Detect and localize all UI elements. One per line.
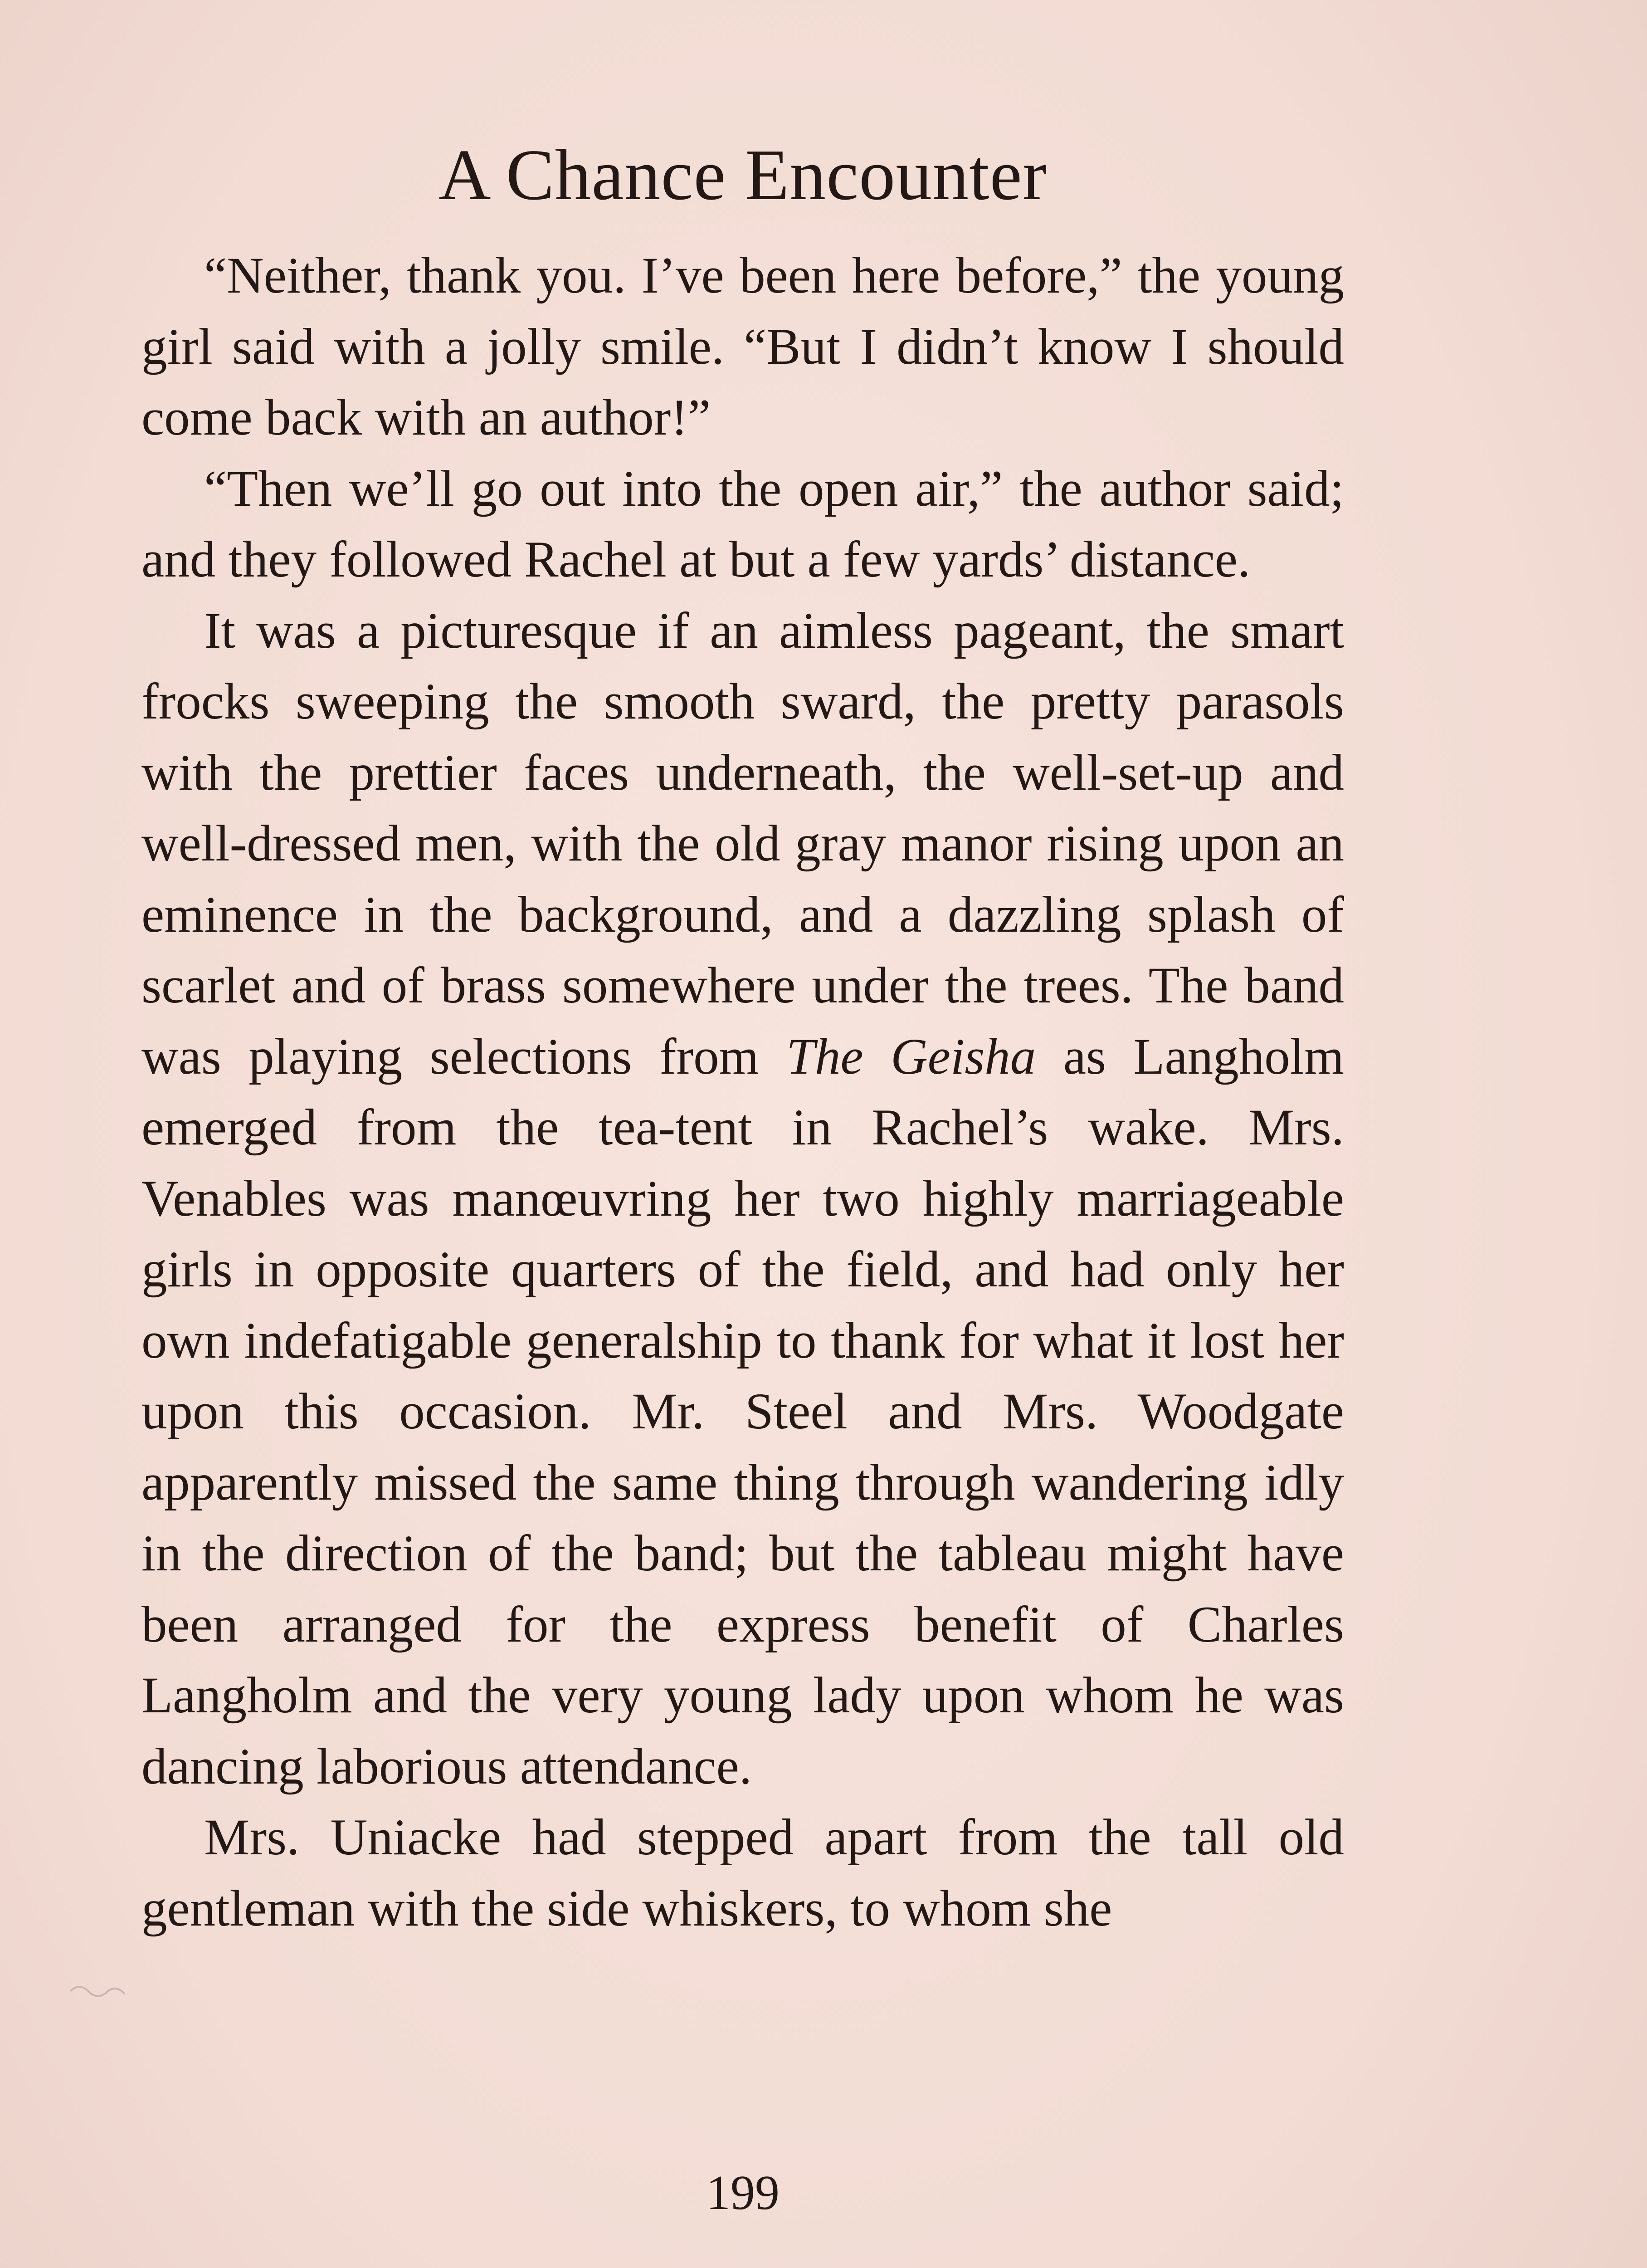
paragraph-2: “Then we’ll go out into the open air,” the author said; and they followed Rachel at but a few yards’ distance. xyxy=(141,460,1344,588)
page-body xyxy=(141,240,1344,1944)
paragraph-4: Mrs. Uniacke had stepped apart from the tall old gentleman with the side whiskers, to whom she xyxy=(141,1809,1344,1937)
paragraph-3-text-after: as Langholm emerged from the tea-tent in Rachel’s wake. Mrs. Venables was manœuvring her two highly marriageable girls in opposite quarters of the field, and had only her own indefatigable generalship to thank for what it lost her upon this occasion. Mr. Steel and Mrs. Woodgate apparently missed the same thing through wandering idly in the direction of the band; but the tableau might have been arranged for the express benefit of Charles Langholm and the very young lady upon whom he was dancing laborious attendance. xyxy=(141,1028,1345,1795)
paragraph-1: “Neither, thank you. I’ve been here before,” the young girl said with a jolly smile. “But I didn’t know I should come back with an author!” xyxy=(141,247,1344,446)
page-number: 199 xyxy=(706,2166,780,2220)
paragraph-3-text-before: It was a picturesque if an aimless pageant, the smart frocks sweeping the smooth sward, the pretty parasols with the prettier faces underneath, the well-set-up and well-dressed men, with the old gray manor rising upon an eminence in the background, and a dazzling splash of scarlet and of brass somewhere under the trees. The band was playing selections from xyxy=(141,602,1344,1085)
running-head: A Chance Encounter xyxy=(439,134,1047,215)
book-title-italic: The Geisha xyxy=(786,1028,1036,1085)
paragraph-3 xyxy=(141,596,1344,1803)
pencil-mark-icon xyxy=(68,1978,136,2005)
